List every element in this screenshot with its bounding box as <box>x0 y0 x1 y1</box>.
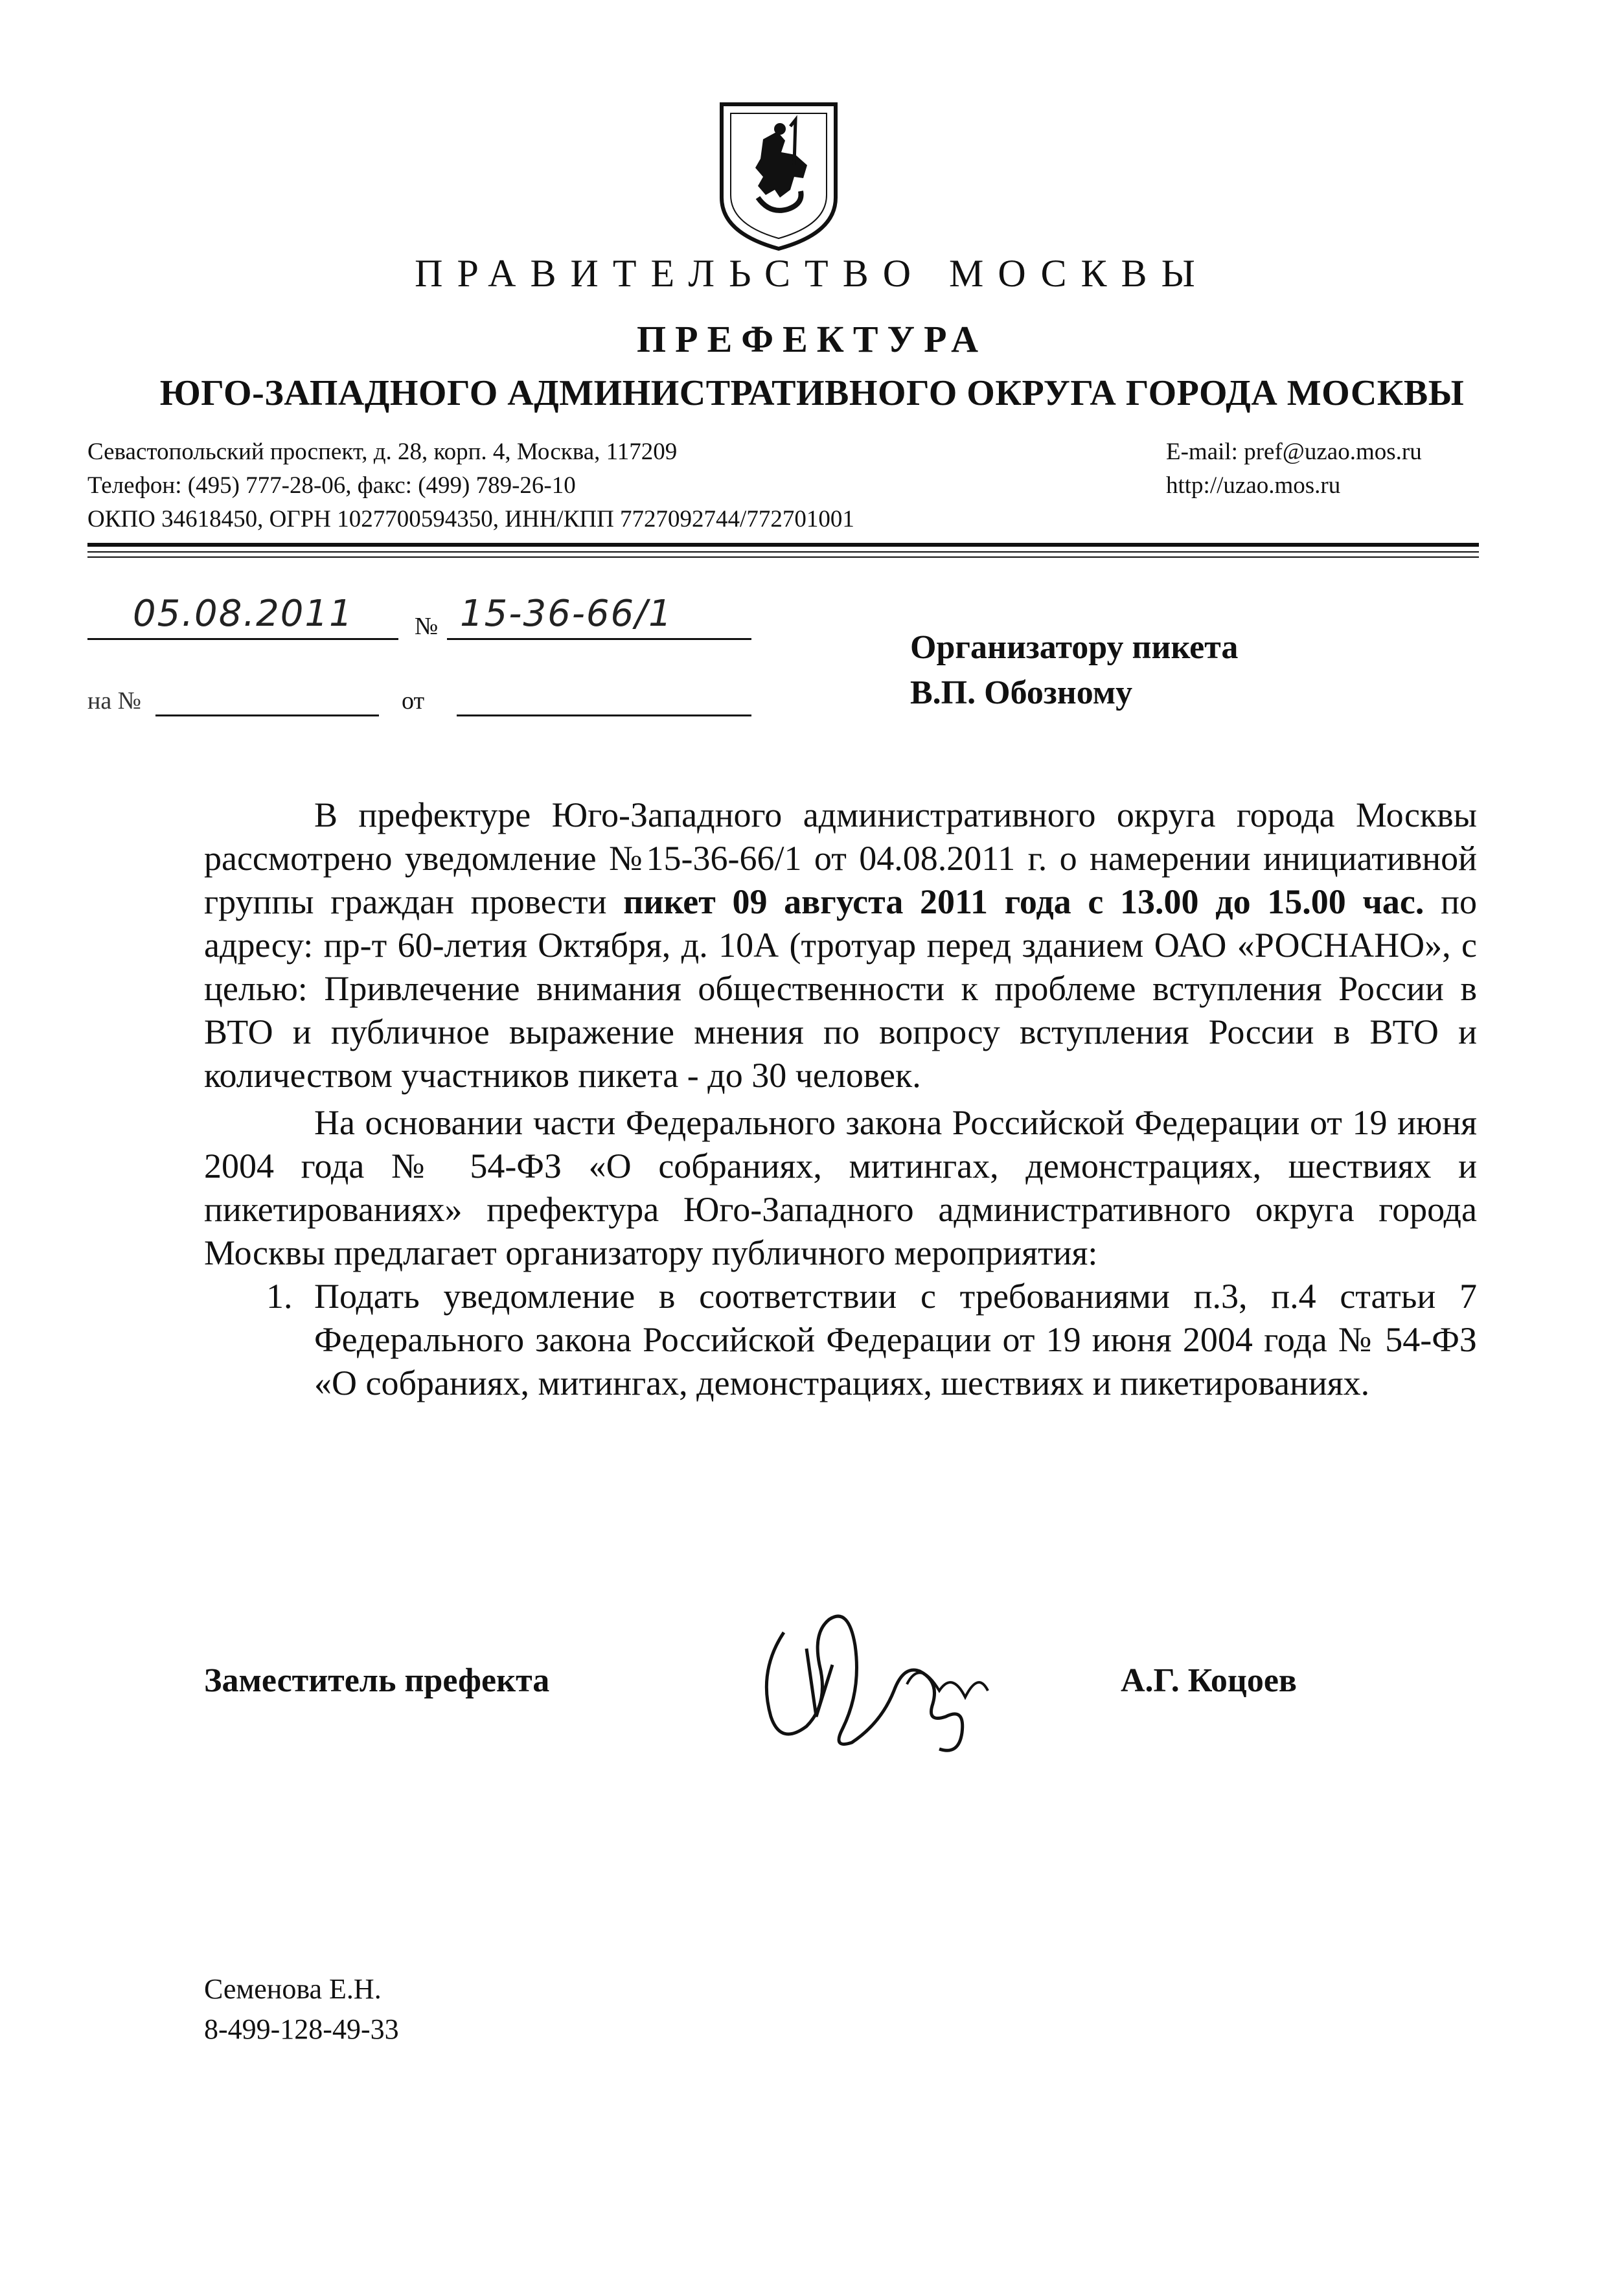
reply-from-line <box>457 715 751 716</box>
executor-name: Семенова Е.Н. <box>204 1973 382 2005</box>
date-field-line <box>87 638 398 640</box>
reg-number: 15-36-66/1 <box>460 593 673 635</box>
district-title: ЮГО-ЗАПАДНОГО АДМИНИСТРАТИВНОГО ОКРУГА ГОРОДА МОСКВЫ <box>159 373 1465 413</box>
website-line: http://uzao.mos.ru <box>1166 472 1341 499</box>
paragraph-1-text-end: по адресу: пр-т 60-летия Октября, д. 10А (тротуар перед зданием ОАО «РОСНАНО», с целью: Привлечение внимания общественности к проблеме вступления России в ВТО и публичное выражение мнения по вопросу вступления России в ВТО и количеством участников пикета - до 30 человек. <box>204 882 1478 1095</box>
contact-right <box>1166 435 1422 503</box>
picket-datetime: пикет 09 августа 2011 года с 13.00 до 15.00 час. <box>623 882 1424 921</box>
paragraph-2: На основании части Федерального закона Российской Федерации от 19 июня 2004 года № 54-ФЗ «О собраниях, митингах, демонстрациях, шествиях и пикетированиях» префектура Юго-Западного административного округа города Москвы предлагает организатору публичного мероприятия: <box>204 1103 1477 1272</box>
signer-position: Заместитель префекта <box>204 1662 550 1699</box>
address-line: Севастопольский проспект, д. 28, корп. 4, Москва, 117209 <box>87 439 678 465</box>
signer-name: А.Г. Коцоев <box>1121 1662 1298 1699</box>
number-label: № <box>415 613 439 640</box>
header-divider-thin <box>87 551 1479 553</box>
letter-body <box>204 794 1477 1405</box>
reply-number-label: на № <box>87 687 141 715</box>
moscow-coat-of-arms-icon <box>718 100 840 253</box>
handwritten-signature <box>745 1594 1017 1762</box>
government-title: ПРАВИТЕЛЬСТВО МОСКВЫ <box>415 252 1209 295</box>
contact-left <box>87 435 854 536</box>
paragraph-1-text: В префектуре Юго-Западного административного округа города Москвы рассмотрено уведомление №15-36-66/1 от 04.08.2011 г. о намерении инициативной группы граждан провести <box>204 795 1477 921</box>
requirements-list <box>204 1275 1477 1405</box>
list-item: 1. Подать уведомление в соответствии с требованиями п.3, п.4 статьи 7 Федерального закона Российской Федерации от 19 июня 2004 года № 54-ФЗ «О собраниях, митингах, демонстрациях, шествиях и пикетированиях. <box>301 1275 1477 1405</box>
prefecture-title: ПРЕФЕКТУРА <box>637 318 987 360</box>
phone-line: Телефон: (495) 777-28-06, факс: (499) 789-26-10 <box>87 472 576 499</box>
addressee-name: В.П. Обозному <box>910 674 1133 711</box>
email-line: E-mail: pref@uzao.mos.ru <box>1166 439 1422 465</box>
header-divider-thin <box>87 556 1479 558</box>
reply-number-line <box>155 715 379 716</box>
reg-date: 05.08.2011 <box>133 593 354 635</box>
codes-line: ОКПО 34618450, ОГРН 1027700594350, ИНН/КПП 7727092744/772701001 <box>87 506 854 532</box>
number-field-line <box>447 638 751 640</box>
executor-phone: 8-499-128-49-33 <box>204 2013 399 2045</box>
addressee-title: Организатору пикета <box>910 629 1239 666</box>
reply-from-label: от <box>402 687 425 715</box>
header-divider-thick <box>87 543 1479 547</box>
paragraph-1 <box>204 794 1477 1097</box>
